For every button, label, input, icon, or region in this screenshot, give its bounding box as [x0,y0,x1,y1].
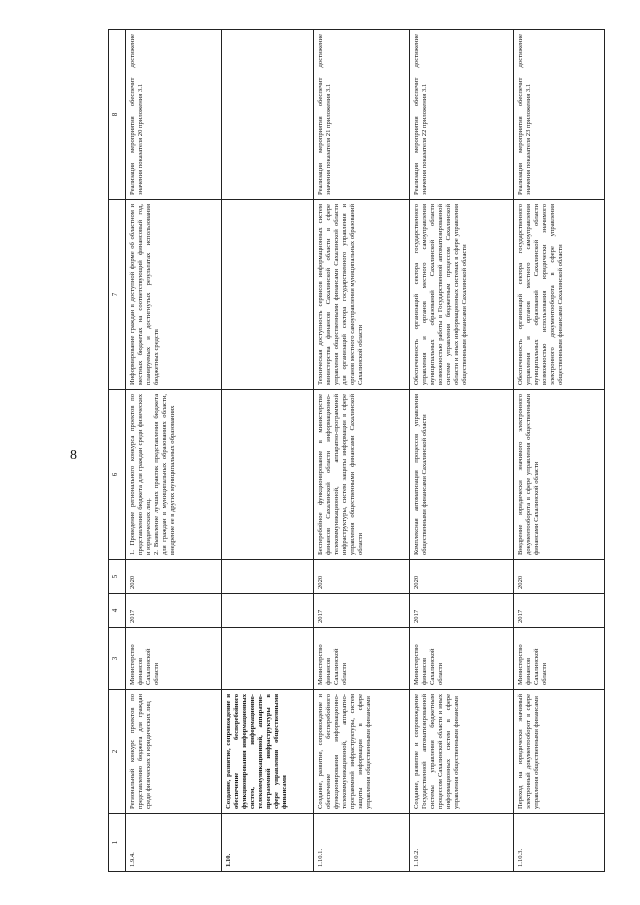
header-cell: 5 [109,560,126,594]
measure-name: Региональный конкурс проектов по представлению бюджета для граждан среди физических и юридических лиц [126,690,222,814]
header-cell: 3 [109,628,126,690]
header-cell: 6 [109,390,126,560]
actions: Внедрение юридически значимого электронного документооборота в сфере управления общественными финансами Сахалинской области [514,390,605,560]
start-year: 2017 [410,594,514,628]
measure-name: Создание, развитие и сопровождение Государственной автоматизированной системы управления бюджетным процессом Сахалинской области и иных информационных систем в сфере управления общественными финансами [410,690,514,814]
indicator-link [222,30,314,200]
indicator-link: Реализация мероприятия обеспечит достижение значения показателя 23 приложения 3.1 [514,30,605,200]
indicator-link: Реализация мероприятия обеспечит достижение значения показателя 21 приложения 3.1 [314,30,410,200]
actions: Комплексная автоматизация процессов управления общественными финансами Сахалинской области [410,390,514,560]
measure-name: Переход на юридически значимый электронный документооборот в сфере управления общественными финансами [514,690,605,814]
executor: Министерство финансов Сахалинской области [410,628,514,690]
program-measures-table [108,29,605,872]
expected-result [222,200,314,390]
table-row [314,30,410,872]
expected-result: Обеспеченность организаций сектора государственного управления и органов местного самоуправления муниципальных образований Сахалинской области возможностью использования юридически значимого электронного документооборота в сфере управления общественными финансами Сахалинской области [514,200,605,390]
end-year: 2020 [126,560,222,594]
row-number: 1.10. [222,814,314,872]
row-number: 1.10.3. [514,814,605,872]
table-row [410,30,514,872]
measure-name: Создание, развитие, сопровождение и обеспечение бесперебойного функционирования информационно-телекоммуникационной, аппаратно-программной инфраструктуры, систем защиты информации в сфере управления общественными финансами [314,690,410,814]
table-row [222,30,314,872]
indicator-link: Реализация мероприятия обеспечит достижение значения показателя 22 приложения 3.1 [410,30,514,200]
measure-name: Создание, развитие, сопровождение и обеспечение бесперебойного функционирования информационных систем, информационно-телекоммуникационной, аппаратно-программной инфраструктуры в сфере управления общественными финансами [222,690,314,814]
start-year [222,594,314,628]
expected-result: Техническая доступность сервисов информационных систем министерства финансов Сахалинской области в сфере управления общественными финансами Сахалинской области для организаций сектора государственного управления и органов местного самоуправления муниципальных образований Сахалинской области [314,200,410,390]
end-year [222,560,314,594]
row-number: 1.9.4. [126,814,222,872]
indicator-link: Реализация мероприятия обеспечит достижение значения показателя 20 приложения 3.1 [126,30,222,200]
actions [222,390,314,560]
header-cell: 7 [109,200,126,390]
end-year: 2020 [514,560,605,594]
row-number: 1.10.2. [410,814,514,872]
header-cell: 2 [109,690,126,814]
expected-result: Информирование граждан в доступной форме об областном и местных бюджетах на соответствующий финансовый год, планируемых и достигнутых результатах использования бюджетных средств [126,200,222,390]
expected-result: Обеспеченность организаций сектора государственного управления и органов местного самоуправления муниципальных образований Сахалинской области возможностью работы в Государственной автоматизированной системе управления бюджетным процессом Сахалинской области и иных информационных системах в сфере управления общественными финансами Сахалинской области [410,200,514,390]
executor: Министерство финансов Сахалинской области [314,628,410,690]
header-cell: 1 [109,814,126,872]
table-row [126,30,222,872]
executor: Министерство финансов Сахалинской области [126,628,222,690]
rotated-table-wrapper [108,30,601,872]
header-cell: 8 [109,30,126,200]
actions: Бесперебойное функционирование в министерстве финансов Сахалинской области информационно-телекоммуникационной, аппаратно-программной инфраструктуры, систем защиты информации в сфере управления общественными финансами Сахалинской области [314,390,410,560]
header-row [109,30,126,872]
header-cell: 4 [109,594,126,628]
executor [222,628,314,690]
row-number: 1.10.1. [314,814,410,872]
end-year: 2020 [314,560,410,594]
table-row [514,30,605,872]
page-number: 8 [70,448,77,463]
executor: Министерство финансов Сахалинской области [514,628,605,690]
start-year: 2017 [514,594,605,628]
actions: 1. Проведение регионального конкурса проектов по представлению бюджета для граждан среди физических и юридических лиц. 2. Выявление лучших практик представления бюджета для граждан в муниципальных образованиях области, внедрение ее в других муниципальных образованиях [126,390,222,560]
start-year: 2017 [314,594,410,628]
start-year: 2017 [126,594,222,628]
end-year: 2020 [410,560,514,594]
